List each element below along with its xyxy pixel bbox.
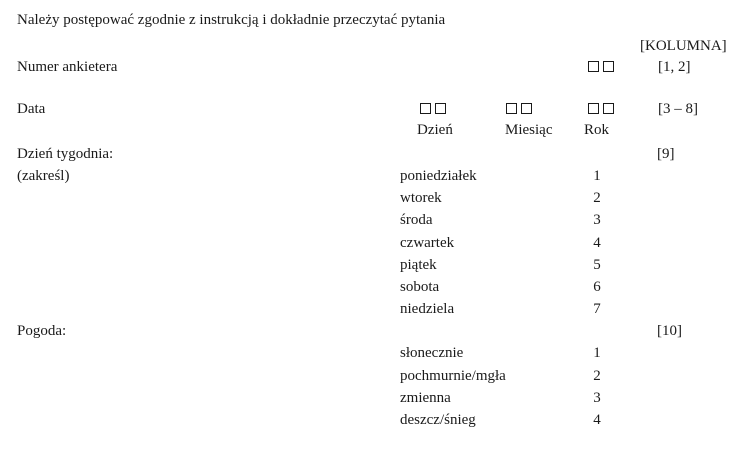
column-header: [KOLUMNA] — [640, 38, 727, 54]
weather-option-code[interactable]: 1 — [593, 345, 601, 361]
weather-option-label[interactable]: zmienna — [400, 390, 451, 406]
weekday-option-code[interactable]: 1 — [593, 168, 601, 184]
year-digit-box[interactable] — [603, 103, 614, 114]
weekday-option-code[interactable]: 4 — [593, 235, 601, 251]
interviewer-number-boxes[interactable] — [588, 61, 614, 72]
interviewer-digit-box[interactable] — [603, 61, 614, 72]
weekday-option-label[interactable]: czwartek — [400, 235, 455, 251]
weather-option-code[interactable]: 3 — [593, 390, 601, 406]
weather-label: Pogoda: — [17, 323, 67, 339]
interviewer-digit-box[interactable] — [588, 61, 599, 72]
weather-option-code[interactable]: 2 — [593, 368, 601, 384]
weather-option-code[interactable]: 4 — [593, 412, 601, 428]
month-digit-box[interactable] — [506, 103, 517, 114]
day-digit-box[interactable] — [420, 103, 431, 114]
weather-option-label[interactable]: pochmurnie/mgła — [400, 368, 506, 384]
date-column-ref: [3 – 8] — [658, 101, 698, 117]
weekday-option-code[interactable]: 6 — [593, 279, 601, 295]
weather-option-label[interactable]: słonecznie — [400, 345, 464, 361]
date-day-boxes[interactable] — [420, 103, 446, 114]
weather-option-label[interactable]: deszcz/śnieg — [400, 412, 476, 428]
weekday-option-code[interactable]: 7 — [593, 301, 601, 317]
weekday-option-label[interactable]: poniedziałek — [400, 168, 477, 184]
date-label: Data — [17, 101, 46, 117]
date-month-boxes[interactable] — [506, 103, 532, 114]
weekday-option-label[interactable]: niedziela — [400, 301, 455, 317]
interviewer-label: Numer ankietera — [17, 59, 118, 75]
date-month-label: Miesiąc — [505, 122, 553, 138]
weather-column-ref: [10] — [657, 323, 682, 339]
instruction-text: Należy postępować zgodnie z instrukcją i dokładnie przeczytać pytania — [17, 12, 446, 28]
date-year-label: Rok — [584, 122, 610, 138]
weekday-option-code[interactable]: 3 — [593, 212, 601, 228]
weekday-option-label[interactable]: sobota — [400, 279, 440, 295]
month-digit-box[interactable] — [521, 103, 532, 114]
weekday-column-ref: [9] — [657, 146, 675, 162]
date-day-label: Dzień — [417, 122, 453, 138]
weekday-option-label[interactable]: środa — [400, 212, 433, 228]
year-digit-box[interactable] — [588, 103, 599, 114]
weekday-option-code[interactable]: 5 — [593, 257, 601, 273]
weekday-sublabel: (zakreśl) — [17, 168, 70, 184]
day-digit-box[interactable] — [435, 103, 446, 114]
interviewer-column-ref: [1, 2] — [658, 59, 691, 75]
weekday-label: Dzień tygodnia: — [17, 146, 114, 162]
weekday-option-label[interactable]: piątek — [400, 257, 437, 273]
weekday-option-label[interactable]: wtorek — [400, 190, 442, 206]
date-year-boxes[interactable] — [588, 103, 614, 114]
weekday-option-code[interactable]: 2 — [593, 190, 601, 206]
